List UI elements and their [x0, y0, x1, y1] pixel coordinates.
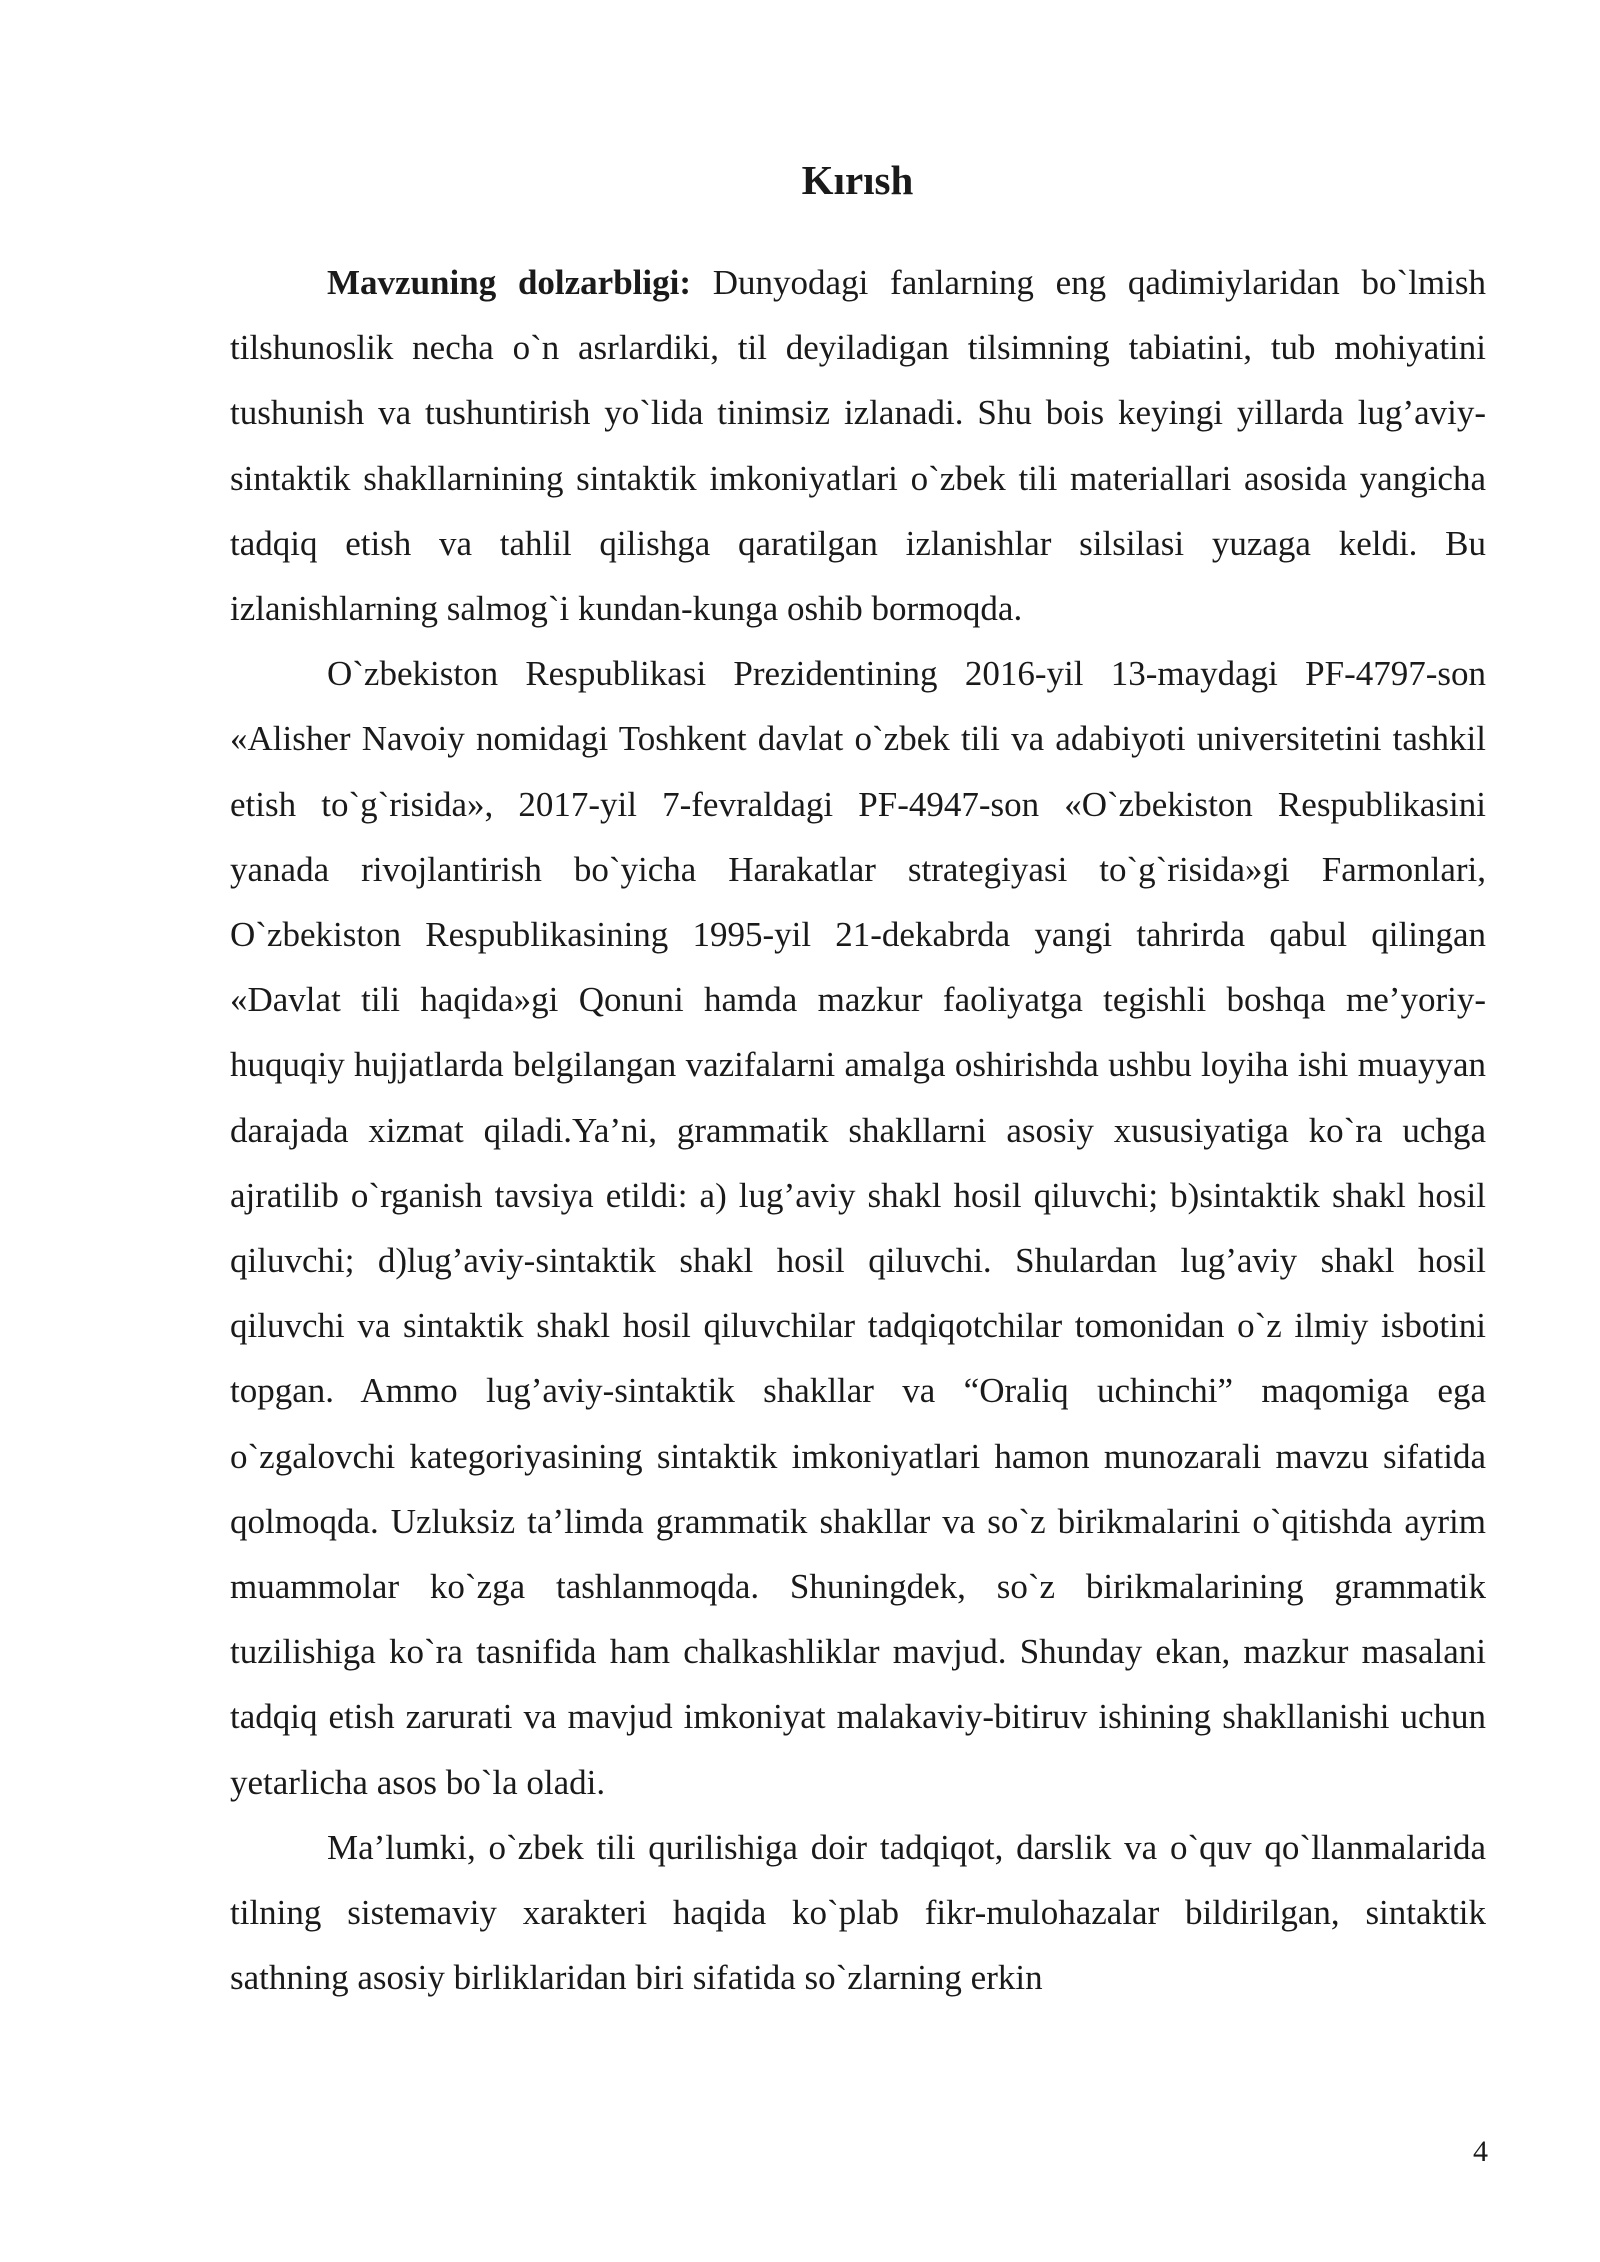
- paragraph-legal-basis: O`zbekiston Respublikasi Prezidentining 2016-yil 13-maydagi PF-4797-son «Alisher Navoiy nomidagi Toshkent davlat o`zbek tili va adabiyoti universitetini tashkil etish to`g`risida», 2017-yil 7-fevraldagi PF-4947-son «O`zbekiston Respublikasini yanada rivojlantirish bo`yicha Harakatlar strategiyasi to`g`risida»gi Farmonlari, O`zbekiston Respublikasining 1995-yil 21-dekabrda yangi tahrirda qabul qilingan «Davlat tili haqida»gi Qonuni hamda mazkur faoliyatga tegishli boshqa me’yoriy-huquqiy hujjatlarda belgilangan vazifalarni amalga oshirishda ushbu loyiha ishi muayyan darajada xizmat qiladi.Ya’ni, grammatik shakllarni asosiy xususiyatiga ko`ra uchga ajratilib o`rganish tavsiya etildi: a) lug’aviy shakl hosil qiluvchi; b)sintaktik shakl hosil qiluvchi; d)lug’aviy-sintaktik shakl hosil qiluvchi. Shulardan lug’aviy shakl hosil qiluvchi va sintaktik shakl hosil qiluvchilar tadqiqotchilar tomonidan o`z ilmiy isbotini topgan. Ammo lug’aviy-sintaktik shakllar va “Oraliq uchinchi” maqomiga ega o`zgalovchi kategoriyasining sintaktik imkoniyatlari hamon munozarali mavzu sifatida qolmoqda. Uzluksiz ta’limda grammatik shakllar va so`z birikmalarini o`qitishda ayrim muammolar ko`zga tashlanmoqda. Shuningdek, so`z birikmalarining grammatik tuzilishiga ko`ra tasnifida ham chalkashliklar mavjud. Shunday ekan, mazkur masalani tadqiq etish zarurati va mavjud imkoniyat malakaviy-bitiruv ishining shakllanishi uchun yetarlicha asos bo`la oladi.: [230, 654, 1486, 1802]
- paragraph-text: Dunyodagi fanlarning eng qadimiylaridan bo`lmish tilshunoslik necha o`n asrlardiki, til deyiladigan tilsimning tabiatini, tub mohiyatini tushunish va tushuntirish yo`lida tinimsiz izlanadi. Shu bois keyingi yillarda lug’aviy-sintaktik shakllarnining sintaktik imkoniyatlari o`zbek tili materiallari asosida yangicha tadqiq etish va tahlil qilishga qaratilgan izlanishlar silsilasi yuzaga keldi. Bu izlanishlarning salmog`i kundan-kunga oshib bormoqda.: [230, 263, 1486, 629]
- page-number: 4: [1473, 2135, 1488, 2168]
- paragraph-background: Ma’lumki, o`zbek tili qurilishiga doir tadqiqot, darslik va o`quv qo`llanmalarida tilning sistemaviy xarakteri haqida ko`plab fikr-mulohazalar bildirilgan, sintaktik sathning asosiy birliklaridan biri sifatida so`zlarning erkin: [230, 1827, 1486, 1998]
- paragraph-lead: Mavzuning dolzarbligi:: [327, 263, 691, 302]
- page-title: Kırısh: [801, 157, 914, 203]
- paragraph-relevance: [230, 250, 1486, 641]
- document-body: [230, 250, 1486, 2010]
